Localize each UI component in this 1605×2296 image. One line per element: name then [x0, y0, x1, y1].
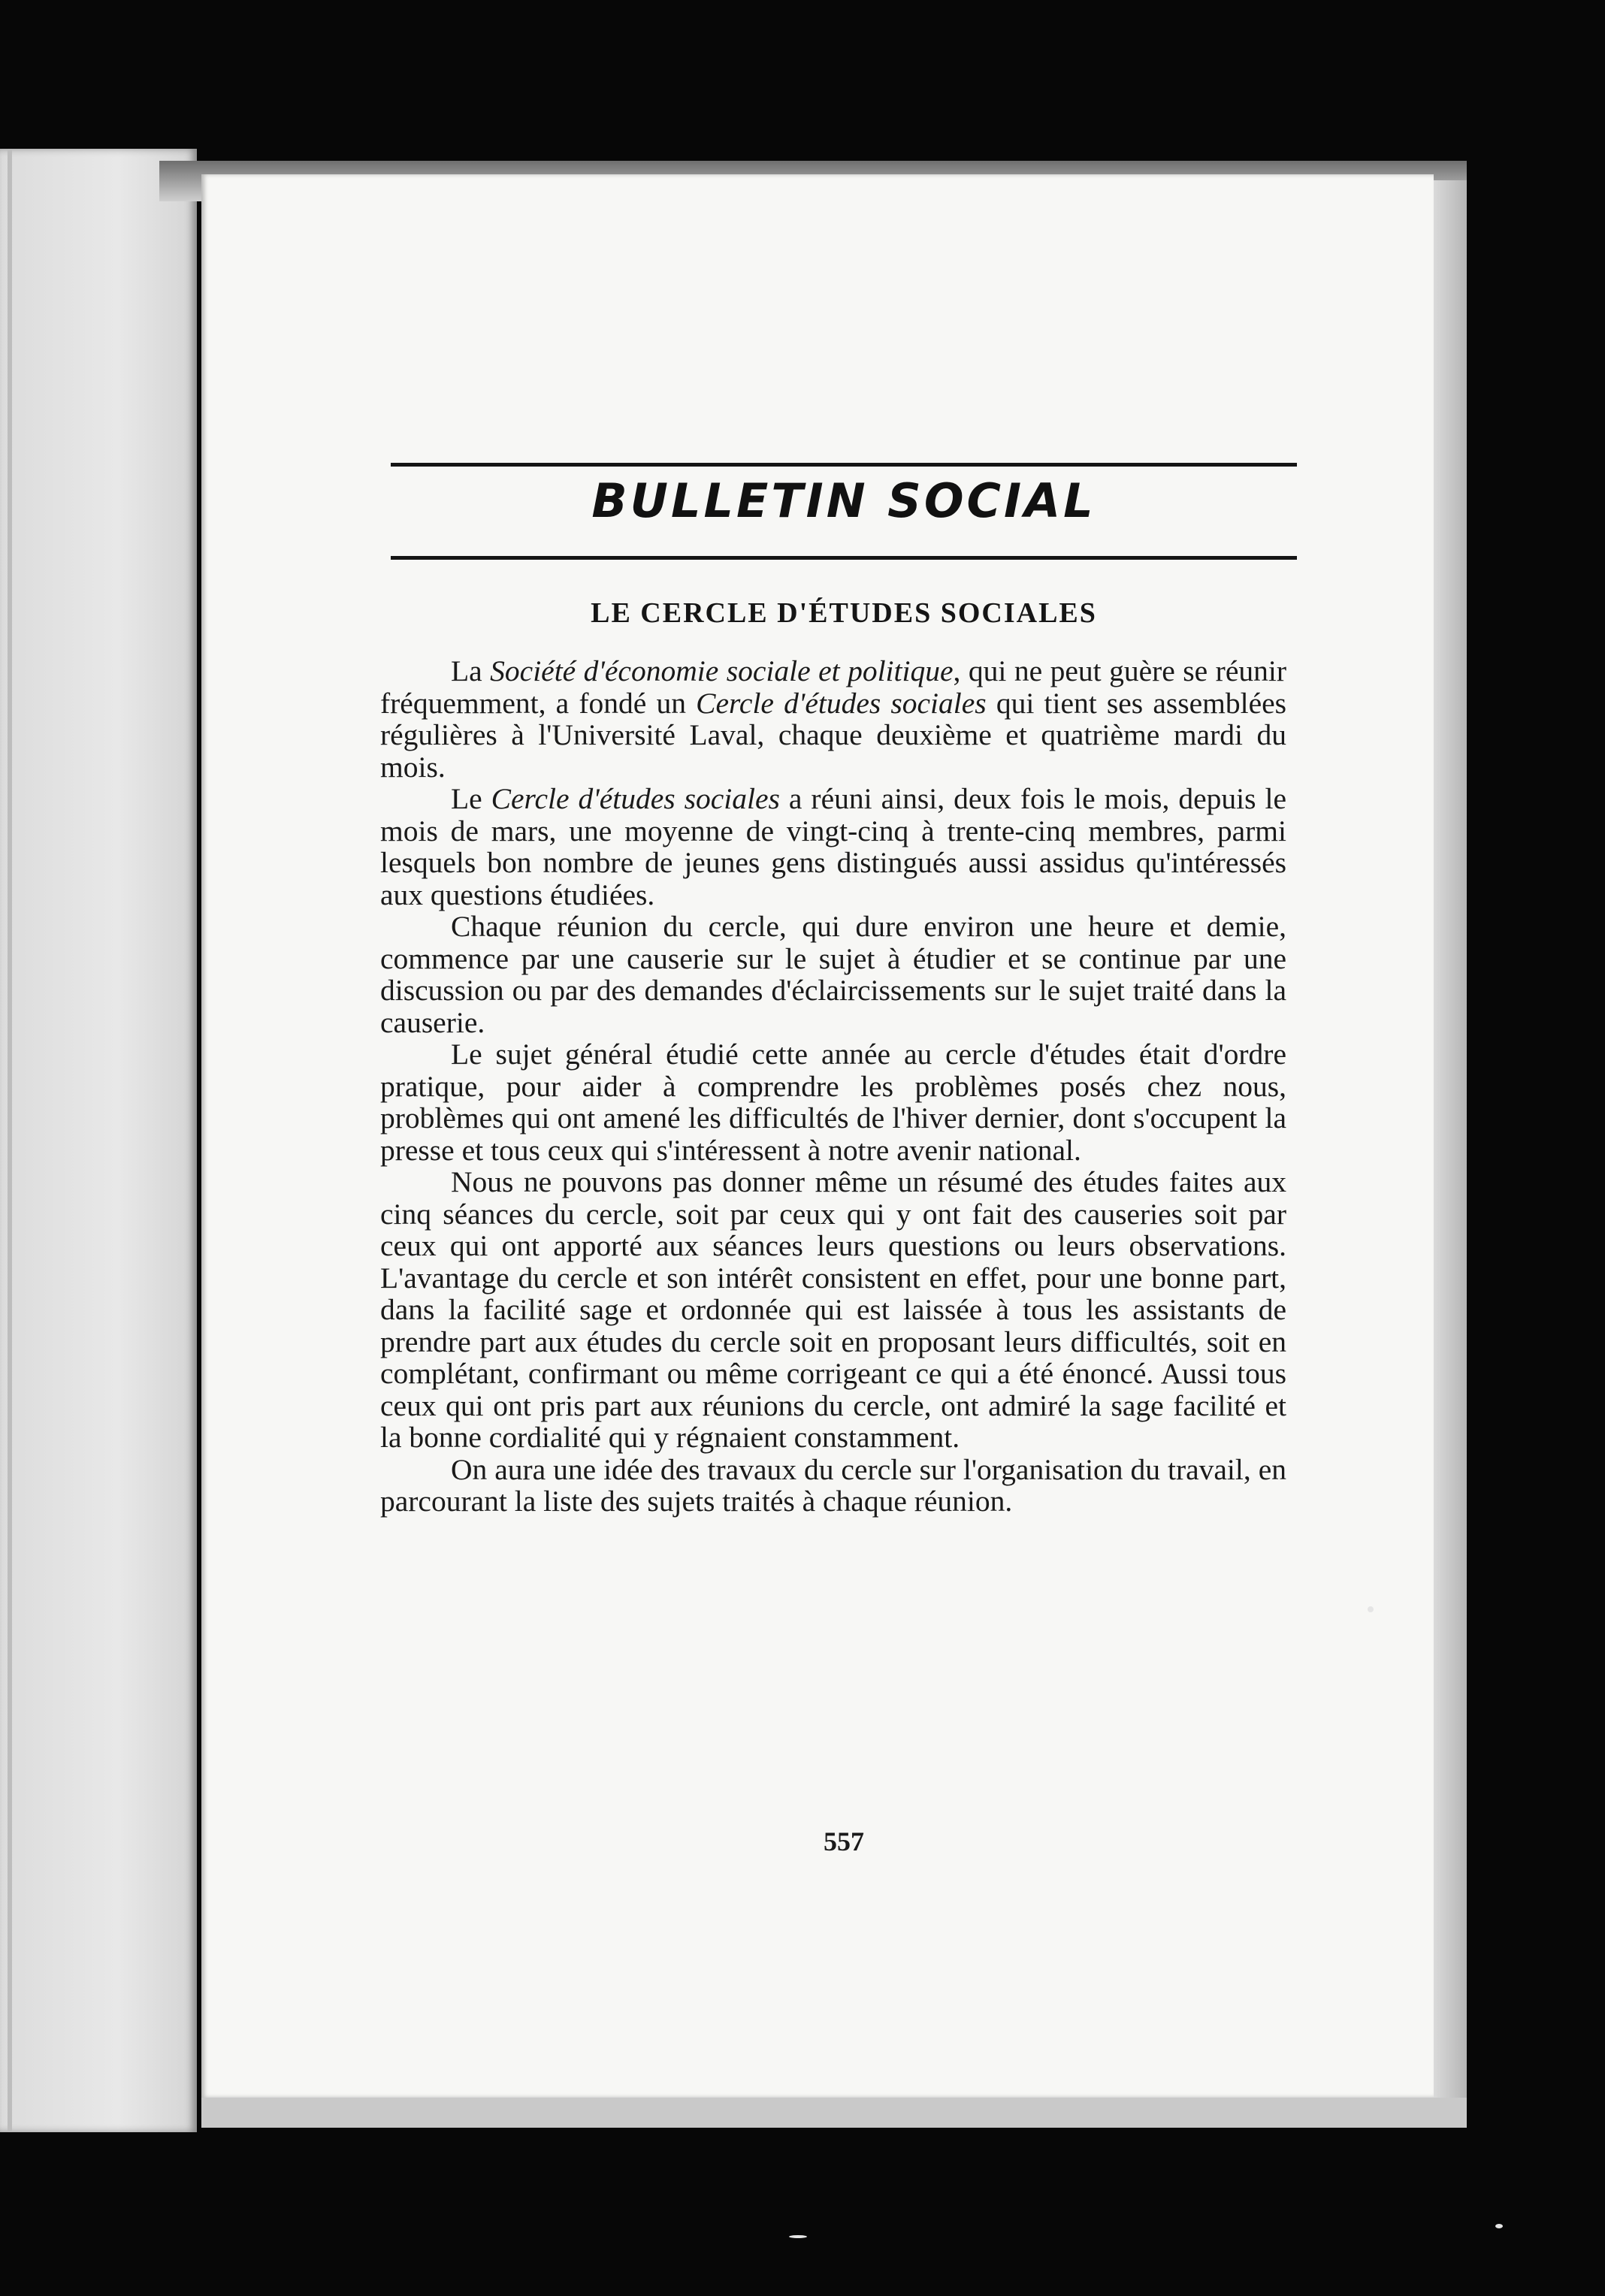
facing-page-edge	[8, 149, 12, 2132]
dust-speck	[789, 2235, 807, 2238]
paragraph-5: Nous ne pouvons pas donner même un résumé des études faites aux cinq séances du cercle, soit par ceux qui y ont fait des causeries soit par ceux qui ont apporté aux séances leurs questions ou leurs observations. L'avantage du cercle et son intérêt consistent en effet, pour une bonne part, dans la facilité sage et ordonnée qui est laissée à tous les assistants de prendre part aux études du cercle soit en proposant leurs difficultés, soit en complétant, confirmant ou même corrigeant ce qui a été énoncé. Aussi tous ceux qui ont pris part aux réunions du cercle, ont admiré la sage facilité et la bonne cordialité qui y régnaient constamment.	[380, 1165, 1286, 1454]
paragraph-text: qui tient ses assemblées régulières à l'Université Laval, chaque deuxième et quatrième mardi du mois.	[380, 686, 1287, 784]
italic-society-name: Société d'économie sociale et politique	[490, 654, 954, 687]
header-rule-bottom	[391, 556, 1297, 560]
paragraph-4: Le sujet général étudié cette année au cercle d'études était d'ordre pratique, pour aider à comprendre les problèmes posés chez nous, problèmes qui ont amené les difficultés de l'hiver dernier, dont s'occupent la presse et tous ceux qui s'intéressent à notre avenir national.	[380, 1038, 1286, 1167]
paragraph-text: La	[451, 654, 491, 687]
article-body	[380, 655, 1286, 1518]
italic-circle-name: Cercle d'études sociales	[491, 782, 780, 815]
paragraph-text: , qui ne peut guère se réunir fréquemment, a fondé un	[380, 654, 1286, 720]
dust-speck	[1368, 1606, 1374, 1612]
header-rule-top	[391, 463, 1297, 467]
italic-circle-name: Cercle d'études sociales	[696, 686, 987, 720]
paragraph-text: a réuni ainsi, deux fois le mois, depuis le mois de mars, une moyenne de vingt-cinq à trente-cinq membres, parmi lesquels bon nombre de jeunes gens distingués aussi assidus qu'intéressés aux questions étudiées.	[380, 782, 1286, 911]
paragraph-3: Chaque réunion du cercle, qui dure environ une heure et demie, commence par une causerie sur le sujet à étudier et se continue par une discussion ou par des demandes d'éclaircissements sur le sujet traité dans la causerie.	[380, 910, 1286, 1039]
dust-speck	[1495, 2224, 1503, 2228]
page-number: 557	[824, 1826, 864, 1856]
paragraph-2	[380, 783, 1286, 911]
paragraph-1	[380, 655, 1286, 783]
paragraph-6: On aura une idée des travaux du cercle sur l'organisation du travail, en parcourant la liste des sujets traités à chaque réunion.	[380, 1452, 1286, 1518]
page-right-edge	[1434, 180, 1467, 2126]
facing-page-blank	[0, 149, 197, 2132]
article-title: LE CERCLE D'ÉTUDES SOCIALES	[591, 597, 1097, 629]
page-bottom-edge	[201, 2098, 1467, 2128]
section-title: BULLETIN SOCIAL	[591, 473, 1096, 528]
paragraph-text: Le	[451, 782, 491, 815]
